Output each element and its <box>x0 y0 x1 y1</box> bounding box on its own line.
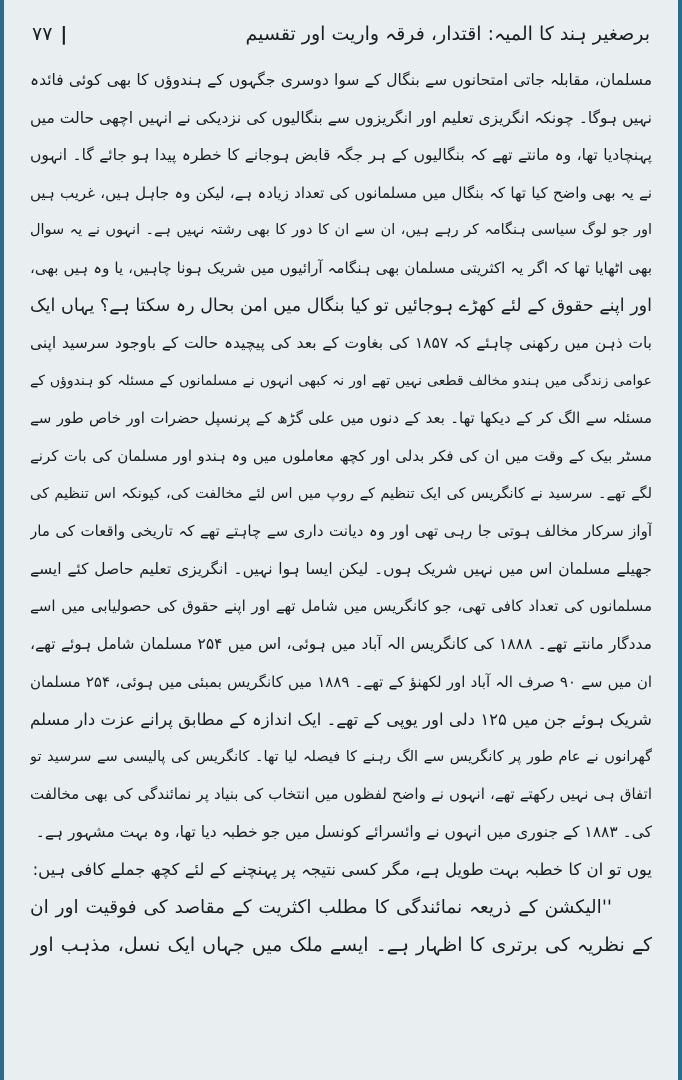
text-line: اتفاق ہی نہیں رکھتے تھے، انہوں نے واضح لفظوں میں انتخاب کی بنیاد پر نمائندگی کی بھی مخالفت <box>30 785 652 804</box>
text-line: کی۔ ۱۸۸۳ کے جنوری میں انہوں نے وائسرائے کونسل میں جو خطبہ دیا تھا، وہ بہت مشہور ہے۔ <box>35 822 652 841</box>
text-line: بھی اٹھایا تھا کہ اگر یہ اکثریتی مسلمان بھی ہنگامہ آرائیوں میں شریک ہونا چاہیں، یا وہ ہیں بھی، <box>30 258 652 277</box>
text-line: یوں تو ان کا خطبہ بہت طویل ہے، مگر کسی نتیجہ پر پہنچنے کے لئے کچھ جملے کافی ہیں: <box>32 860 652 880</box>
book-page <box>4 0 678 1080</box>
text-line: مددگار مانتے تھے۔ ۱۸۸۸ کی کانگریس الہ آباد میں ہوئی، اس میں ۲۵۴ مسلمان شامل ہوئے تھے، <box>30 634 652 653</box>
header-separator: | <box>60 23 68 45</box>
text-line: گھرانوں نے عام طور پر کانگریس سے الگ رہنے کا فیصلہ لیا تھا۔ کانگریس کی پالیسی سے سرسید تو <box>30 748 652 765</box>
text-line: بات ذہن میں رکھنی چاہئے کہ ۱۸۵۷ کی بغاوت کے بعد کی پیچیدہ حالت کے باوجود سرسید اپنی <box>30 334 652 353</box>
quote-line: ''الیکشن کے ذریعہ نمائندگی کا مطلب اکثریت کے مقاصد کی فوقیت اور ان <box>30 897 612 919</box>
text-line: جھیلے مسلمان اس میں نہیں شریک ہوں۔ لیکن ایسا ہوا نہیں۔ انگریزی تعلیم حاصل کئے ایسے <box>30 559 652 578</box>
quote-line: کے نظریہ کی برتری کا اظہار ہے۔ ایسے ملک میں جہاں ایک نسل، مذہب اور <box>30 933 652 956</box>
text-line: ان میں سے ۹۰ صرف الہ آباد اور لکھنؤ کے تھے۔ ۱۸۸۹ میں کانگریس بمبئی میں ہوئی، ۲۵۴ مسلمان <box>30 672 652 691</box>
text-line: اور اپنے حقوق کے لئے کھڑے ہوجائیں تو کیا بنگال میں امن بحال رہ سکتا ہے؟ یہاں ایک <box>30 295 652 316</box>
text-line: پہنچادیا تھا، وہ مانتے تھے کہ بنگالیوں کے ہر جگہ قابض ہوجانے کا خطرہ پیدا ہو جائے گا۔ انہوں <box>30 146 652 165</box>
page-number: ۷۷ <box>32 23 53 45</box>
book-title: برصغیر ہند کا المیہ: اقتدار، فرقہ واریت اور تقسیم <box>245 23 650 45</box>
text-line: آواز سرکار مخالف ہوتی جا رہی تھی اور وہ دیانت داری سے چاہتے تھے کہ تاریخی واقعات کی مار <box>30 522 652 541</box>
text-line: مسٹر بیک کے وقت میں ان کی فکر بدلی اور کچھ معاملوں میں وہ ہندو اور مسلمان کی بات کرنے <box>30 446 652 465</box>
text-line: اور جو لوگ سیاسی ہنگامہ کر رہے ہیں، ان سے ان کا دور کا بھی رشتہ نہیں ہے۔ انہوں نے یہ سوال <box>30 222 652 239</box>
text-line: مسلمان، مقابلہ جاتی امتحانوں سے بنگال کے سوا دوسری جگہوں کے ہندوؤں کا بھی کوئی فائدہ <box>30 71 652 89</box>
running-header <box>32 18 650 50</box>
text-line: نہیں ہوگا۔ چونکہ انگریزی تعلیم اور انگریزوں سے بنگالیوں کی نزدیکی نے انہیں اچھی حالت میں <box>30 108 652 127</box>
text-line: مسلمانوں کی تعداد کافی تھی، جو کانگریس میں شامل تھے اور اپنے حقوق کی حصولیابی میں اسے <box>30 597 652 616</box>
text-line: نے یہ بھی واضح کیا تھا کہ بنگال میں مسلمانوں کی تعداد زیادہ ہے، لیکن وہ جاہل ہیں، غریب ہیں <box>30 183 652 202</box>
text-line: مسئلہ سے الگ کر کے دیکھا تھا۔ بعد کے دنوں میں علی گڑھ کے پرنسپل حضرات اور خاص طور سے <box>30 409 652 428</box>
body-text <box>30 62 652 964</box>
text-line: شریک ہوئے جن میں ۱۲۵ دلی اور یوپی کے تھے۔ ایک اندازہ کے مطابق پرانے عزت دار مسلم <box>30 710 652 730</box>
text-line: عوامی زندگی میں ہندو مخالف قطعی نہیں تھے اور نہ کبھی انہوں نے مسلمانوں کے مسئلہ کو ہندوؤں کے <box>30 372 652 389</box>
text-line: لگے تھے۔ سرسید نے کانگریس کی ایک تنظیم کے روپ میں اس لئے مخالفت کی، کیونکہ اس تنظیم کی <box>30 485 652 502</box>
